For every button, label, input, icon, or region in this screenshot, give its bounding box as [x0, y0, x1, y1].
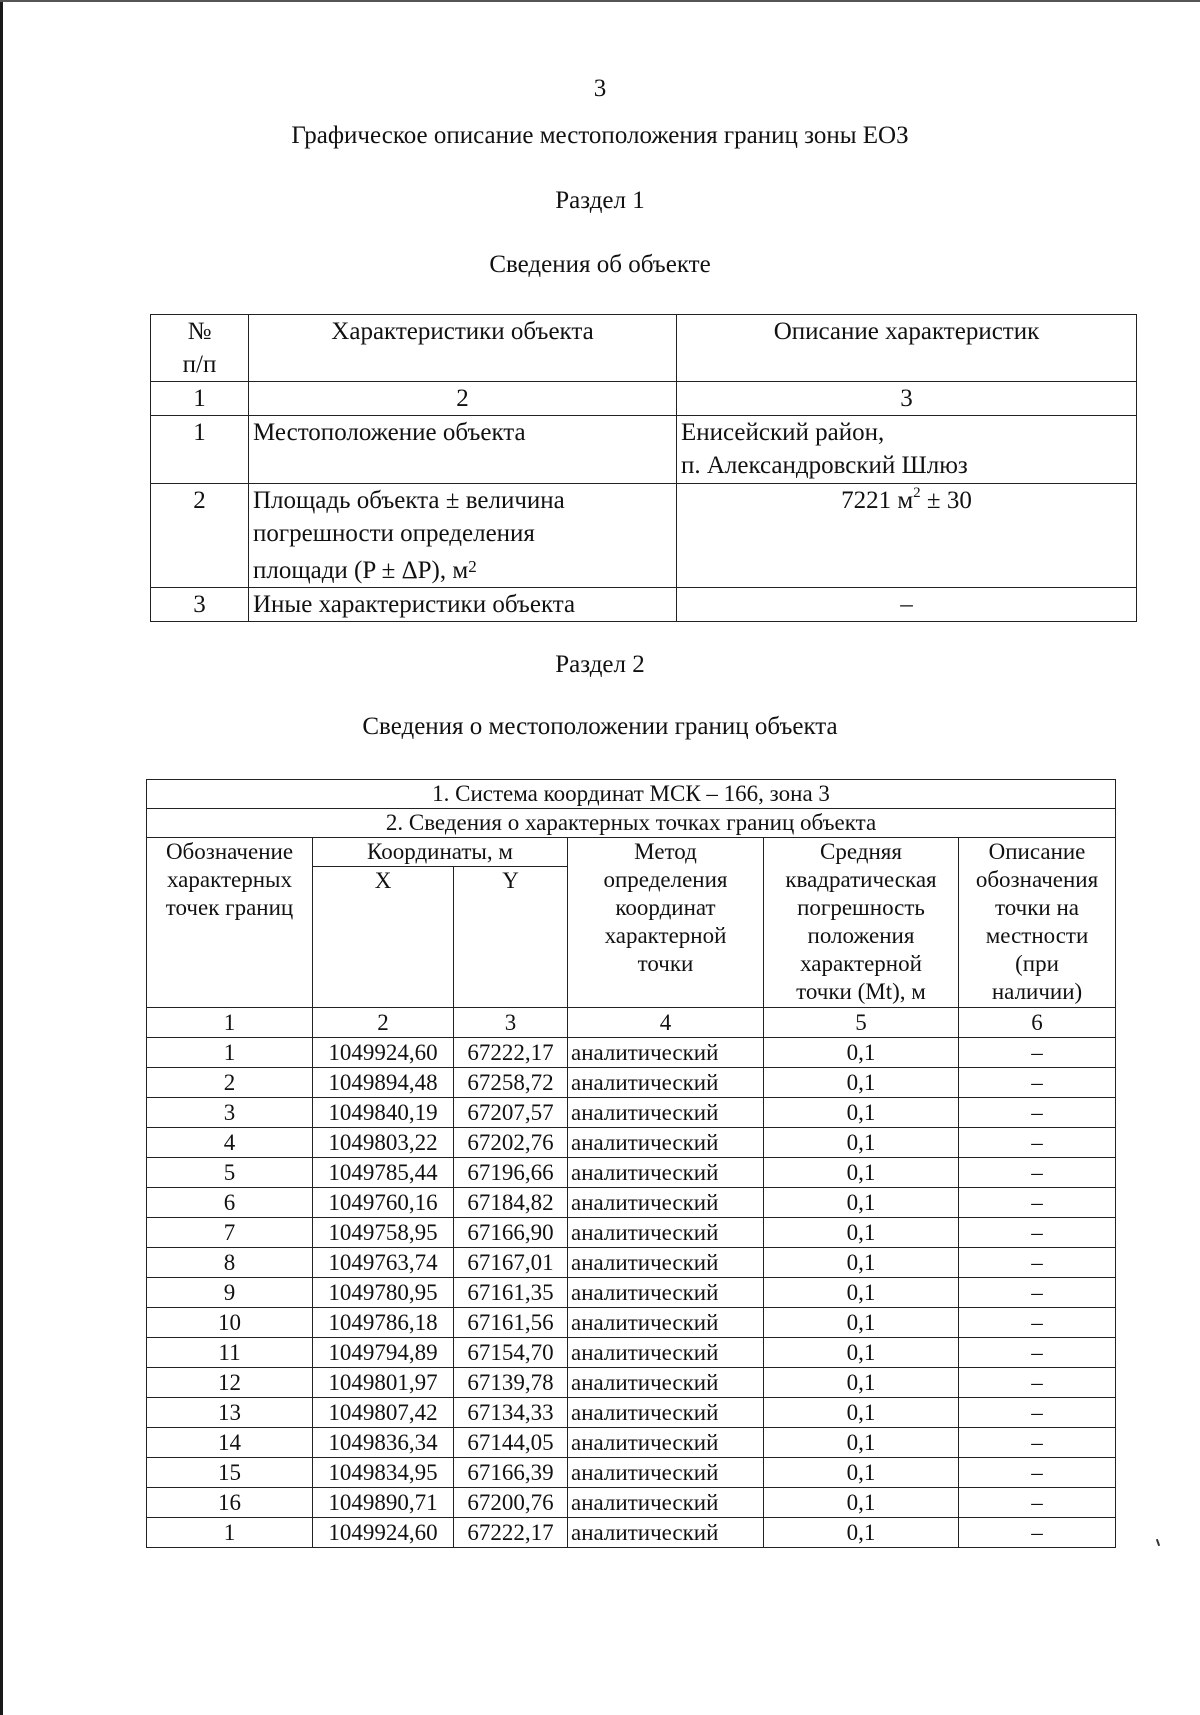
- mean-error: 0,1: [764, 1368, 959, 1398]
- point-id: 11: [147, 1338, 313, 1368]
- coord-y: 67144,05: [454, 1428, 568, 1458]
- point-description: –: [959, 1428, 1116, 1458]
- header-mean-error: [764, 838, 959, 1008]
- section2-heading: Раздел 2: [555, 651, 645, 678]
- table-row: [147, 1128, 1116, 1158]
- coord-x: 1049758,95: [313, 1218, 454, 1248]
- characteristic-line: [253, 550, 672, 587]
- coord-x: 1049801,97: [313, 1368, 454, 1398]
- header-num-symbol: №: [187, 318, 212, 345]
- location-settlement: п. Александровский Шлюз: [681, 452, 968, 479]
- column-number: 5: [764, 1008, 959, 1038]
- area-value: [677, 484, 1137, 588]
- boundary-points-table: [146, 779, 1116, 1548]
- coord-x: 1049840,19: [313, 1098, 454, 1128]
- point-id: 13: [147, 1398, 313, 1428]
- header-num-cell: [151, 315, 249, 382]
- location-district: Енисейский район,: [681, 419, 885, 446]
- method: аналитический: [568, 1128, 764, 1158]
- coord-x: 1049807,42: [313, 1398, 454, 1428]
- header-line: характерной: [800, 951, 922, 976]
- mean-error: 0,1: [764, 1488, 959, 1518]
- coord-x: 1049785,44: [313, 1158, 454, 1188]
- method: аналитический: [568, 1368, 764, 1398]
- method: аналитический: [568, 1068, 764, 1098]
- row-value: [677, 416, 1137, 484]
- coord-y: 67139,78: [454, 1368, 568, 1398]
- point-description: –: [959, 1308, 1116, 1338]
- coord-y: 67161,56: [454, 1308, 568, 1338]
- point-description: –: [959, 1488, 1116, 1518]
- method: аналитический: [568, 1308, 764, 1338]
- coord-x: 1049894,48: [313, 1068, 454, 1098]
- point-id: 7: [147, 1218, 313, 1248]
- point-id: 1: [147, 1038, 313, 1068]
- column-number: 1: [147, 1008, 313, 1038]
- mean-error: 0,1: [764, 1428, 959, 1458]
- column-number: 6: [959, 1008, 1116, 1038]
- mean-error: 0,1: [764, 1398, 959, 1428]
- mean-error: 0,1: [764, 1248, 959, 1278]
- coord-y: 67200,76: [454, 1488, 568, 1518]
- method: аналитический: [568, 1338, 764, 1368]
- coord-x: 1049836,34: [313, 1428, 454, 1458]
- header-line: определения: [603, 867, 728, 892]
- header-num-pp: п/п: [182, 351, 217, 378]
- header-line: Метод: [634, 839, 697, 864]
- table-row: [147, 1518, 1116, 1548]
- header-line: погрешность: [797, 895, 925, 920]
- method: аналитический: [568, 1518, 764, 1548]
- header-line: точки: [637, 951, 694, 976]
- point-id: 1: [147, 1518, 313, 1548]
- header-description: Описание характеристик: [677, 315, 1137, 382]
- mean-error: 0,1: [764, 1308, 959, 1338]
- method: аналитический: [568, 1428, 764, 1458]
- coord-x: 1049834,95: [313, 1458, 454, 1488]
- coord-x: 1049803,22: [313, 1128, 454, 1158]
- column-numbers-row: [151, 382, 1137, 416]
- table-row: [147, 1098, 1116, 1128]
- header-designation: [147, 838, 313, 1008]
- table-row: [147, 1188, 1116, 1218]
- method: аналитический: [568, 1248, 764, 1278]
- header-characteristics: Характеристики объекта: [249, 315, 677, 382]
- mean-error: 0,1: [764, 1518, 959, 1548]
- row-num: 3: [151, 588, 249, 622]
- points-title: 2. Сведения о характерных точках границ объекта: [147, 809, 1116, 838]
- row-characteristic: Иные характеристики объекта: [249, 588, 677, 622]
- mean-error: 0,1: [764, 1338, 959, 1368]
- coord-y: 67222,17: [454, 1518, 568, 1548]
- coord-y: 67184,82: [454, 1188, 568, 1218]
- method: аналитический: [568, 1038, 764, 1068]
- header-point-description: [959, 838, 1116, 1008]
- point-description: –: [959, 1278, 1116, 1308]
- coord-y: 67161,35: [454, 1278, 568, 1308]
- point-description: –: [959, 1098, 1116, 1128]
- point-id: 12: [147, 1368, 313, 1398]
- table-row: [147, 1368, 1116, 1398]
- coord-y: 67222,17: [454, 1038, 568, 1068]
- header-row: [147, 838, 1116, 867]
- row-num: 2: [151, 484, 249, 588]
- coord-y: 67258,72: [454, 1068, 568, 1098]
- coord-y: 67154,70: [454, 1338, 568, 1368]
- header-y: Y: [454, 867, 568, 1008]
- header-line: характерных: [166, 867, 292, 892]
- coord-x: 1049924,60: [313, 1038, 454, 1068]
- header-line: Обозначение: [165, 839, 294, 864]
- header-line: (при: [1015, 951, 1059, 976]
- table-row: [147, 1428, 1116, 1458]
- mean-error: 0,1: [764, 1188, 959, 1218]
- coord-y: 67207,57: [454, 1098, 568, 1128]
- mean-error: 0,1: [764, 1068, 959, 1098]
- column-number: 4: [568, 1008, 764, 1038]
- header-coordinates: Координаты, м: [313, 838, 568, 867]
- point-description: –: [959, 1218, 1116, 1248]
- column-number: 2: [249, 382, 677, 416]
- table-row: [147, 1488, 1116, 1518]
- header-line: координат: [615, 895, 716, 920]
- point-id: 9: [147, 1278, 313, 1308]
- point-description: –: [959, 1248, 1116, 1278]
- header-line: точки на: [995, 895, 1080, 920]
- table-row: [151, 588, 1137, 622]
- points-body: [147, 1038, 1116, 1548]
- point-description: –: [959, 1188, 1116, 1218]
- coord-x: 1049786,18: [313, 1308, 454, 1338]
- header-line: точки (Mt), м: [796, 979, 926, 1004]
- point-description: –: [959, 1038, 1116, 1068]
- section1-heading: Раздел 1: [555, 187, 645, 214]
- header-line: Средняя: [820, 839, 902, 864]
- mean-error: 0,1: [764, 1128, 959, 1158]
- point-id: 5: [147, 1158, 313, 1188]
- method: аналитический: [568, 1158, 764, 1188]
- header-x: X: [313, 867, 454, 1008]
- header-line: точек границ: [165, 895, 294, 920]
- point-id: 3: [147, 1098, 313, 1128]
- point-description: –: [959, 1068, 1116, 1098]
- coord-system: 1. Система координат МСК – 166, зона 3: [147, 780, 1116, 809]
- point-id: 2: [147, 1068, 313, 1098]
- point-id: 4: [147, 1128, 313, 1158]
- coord-system-row: [147, 780, 1116, 809]
- header-line: Описание: [988, 839, 1086, 864]
- row-characteristic: Местоположение объекта: [249, 416, 677, 484]
- table-row: [151, 416, 1137, 484]
- coord-x: 1049890,71: [313, 1488, 454, 1518]
- table-row: [147, 1458, 1116, 1488]
- object-info-table: [150, 314, 1137, 622]
- header-line: квадратическая: [785, 867, 937, 892]
- characteristic-text: площади (P ± ΔP), м: [253, 557, 469, 584]
- table-row: [147, 1038, 1116, 1068]
- table-row: [147, 1068, 1116, 1098]
- header-line: характерной: [604, 923, 727, 948]
- table-row: [147, 1278, 1116, 1308]
- area-tolerance: ± 30: [920, 487, 972, 514]
- coord-x: 1049780,95: [313, 1278, 454, 1308]
- column-number: 1: [151, 382, 249, 416]
- mean-error: 0,1: [764, 1038, 959, 1068]
- coord-y: 67166,39: [454, 1458, 568, 1488]
- area-number: 7221 м: [841, 487, 914, 514]
- mean-error: 0,1: [764, 1158, 959, 1188]
- mean-error: 0,1: [764, 1278, 959, 1308]
- point-id: 6: [147, 1188, 313, 1218]
- coord-y: 67167,01: [454, 1248, 568, 1278]
- point-id: 14: [147, 1428, 313, 1458]
- coord-x: 1049924,60: [313, 1518, 454, 1548]
- method: аналитический: [568, 1488, 764, 1518]
- method: аналитический: [568, 1278, 764, 1308]
- point-description: –: [959, 1368, 1116, 1398]
- coord-y: 67134,33: [454, 1398, 568, 1428]
- method: аналитический: [568, 1218, 764, 1248]
- coord-y: 67196,66: [454, 1158, 568, 1188]
- section2-subheading: Сведения о местоположении границ объекта: [362, 713, 838, 740]
- point-id: 15: [147, 1458, 313, 1488]
- superscript: 2: [468, 557, 477, 576]
- point-description: –: [959, 1338, 1116, 1368]
- row-value: –: [677, 588, 1137, 622]
- document-title: Графическое описание местоположения границ зоны ЕОЗ: [291, 122, 909, 149]
- table-row: [147, 1218, 1116, 1248]
- point-description: –: [959, 1158, 1116, 1188]
- scan-speck: [1156, 1539, 1160, 1546]
- row-num: 1: [151, 416, 249, 484]
- table-row: [147, 1338, 1116, 1368]
- table-row: [151, 484, 1137, 588]
- section1-subheading: Сведения об объекте: [489, 251, 711, 278]
- table-row: [147, 1248, 1116, 1278]
- method: аналитический: [568, 1098, 764, 1128]
- column-number: 2: [313, 1008, 454, 1038]
- table-row: [147, 1158, 1116, 1188]
- point-id: 10: [147, 1308, 313, 1338]
- column-number: 3: [454, 1008, 568, 1038]
- page-number: 3: [593, 75, 607, 102]
- characteristic-line: погрешности определения: [253, 520, 535, 547]
- point-description: –: [959, 1398, 1116, 1428]
- method: аналитический: [568, 1398, 764, 1428]
- table-row: [147, 1398, 1116, 1428]
- coord-x: 1049794,89: [313, 1338, 454, 1368]
- header-line: местности: [985, 923, 1089, 948]
- table-header-row: [151, 315, 1137, 382]
- superscript: 2: [913, 484, 921, 501]
- point-description: –: [959, 1518, 1116, 1548]
- header-line: положения: [807, 923, 915, 948]
- points-title-row: [147, 809, 1116, 838]
- characteristic-line: Площадь объекта ± величина: [253, 487, 565, 514]
- row-characteristic: [249, 484, 677, 588]
- method: аналитический: [568, 1188, 764, 1218]
- coord-y: 67166,90: [454, 1218, 568, 1248]
- coord-x: 1049760,16: [313, 1188, 454, 1218]
- point-id: 8: [147, 1248, 313, 1278]
- point-description: –: [959, 1458, 1116, 1488]
- header-line: обозначения: [975, 867, 1099, 892]
- header-method: [568, 838, 764, 1008]
- coord-x: 1049763,74: [313, 1248, 454, 1278]
- mean-error: 0,1: [764, 1458, 959, 1488]
- point-description: –: [959, 1128, 1116, 1158]
- method: аналитический: [568, 1458, 764, 1488]
- point-id: 16: [147, 1488, 313, 1518]
- column-numbers-row: [147, 1008, 1116, 1038]
- column-number: 3: [677, 382, 1137, 416]
- table-row: [147, 1308, 1116, 1338]
- scan-page-edge-top: [0, 0, 1200, 2]
- header-line: наличии): [991, 979, 1083, 1004]
- mean-error: 0,1: [764, 1098, 959, 1128]
- mean-error: 0,1: [764, 1218, 959, 1248]
- coord-y: 67202,76: [454, 1128, 568, 1158]
